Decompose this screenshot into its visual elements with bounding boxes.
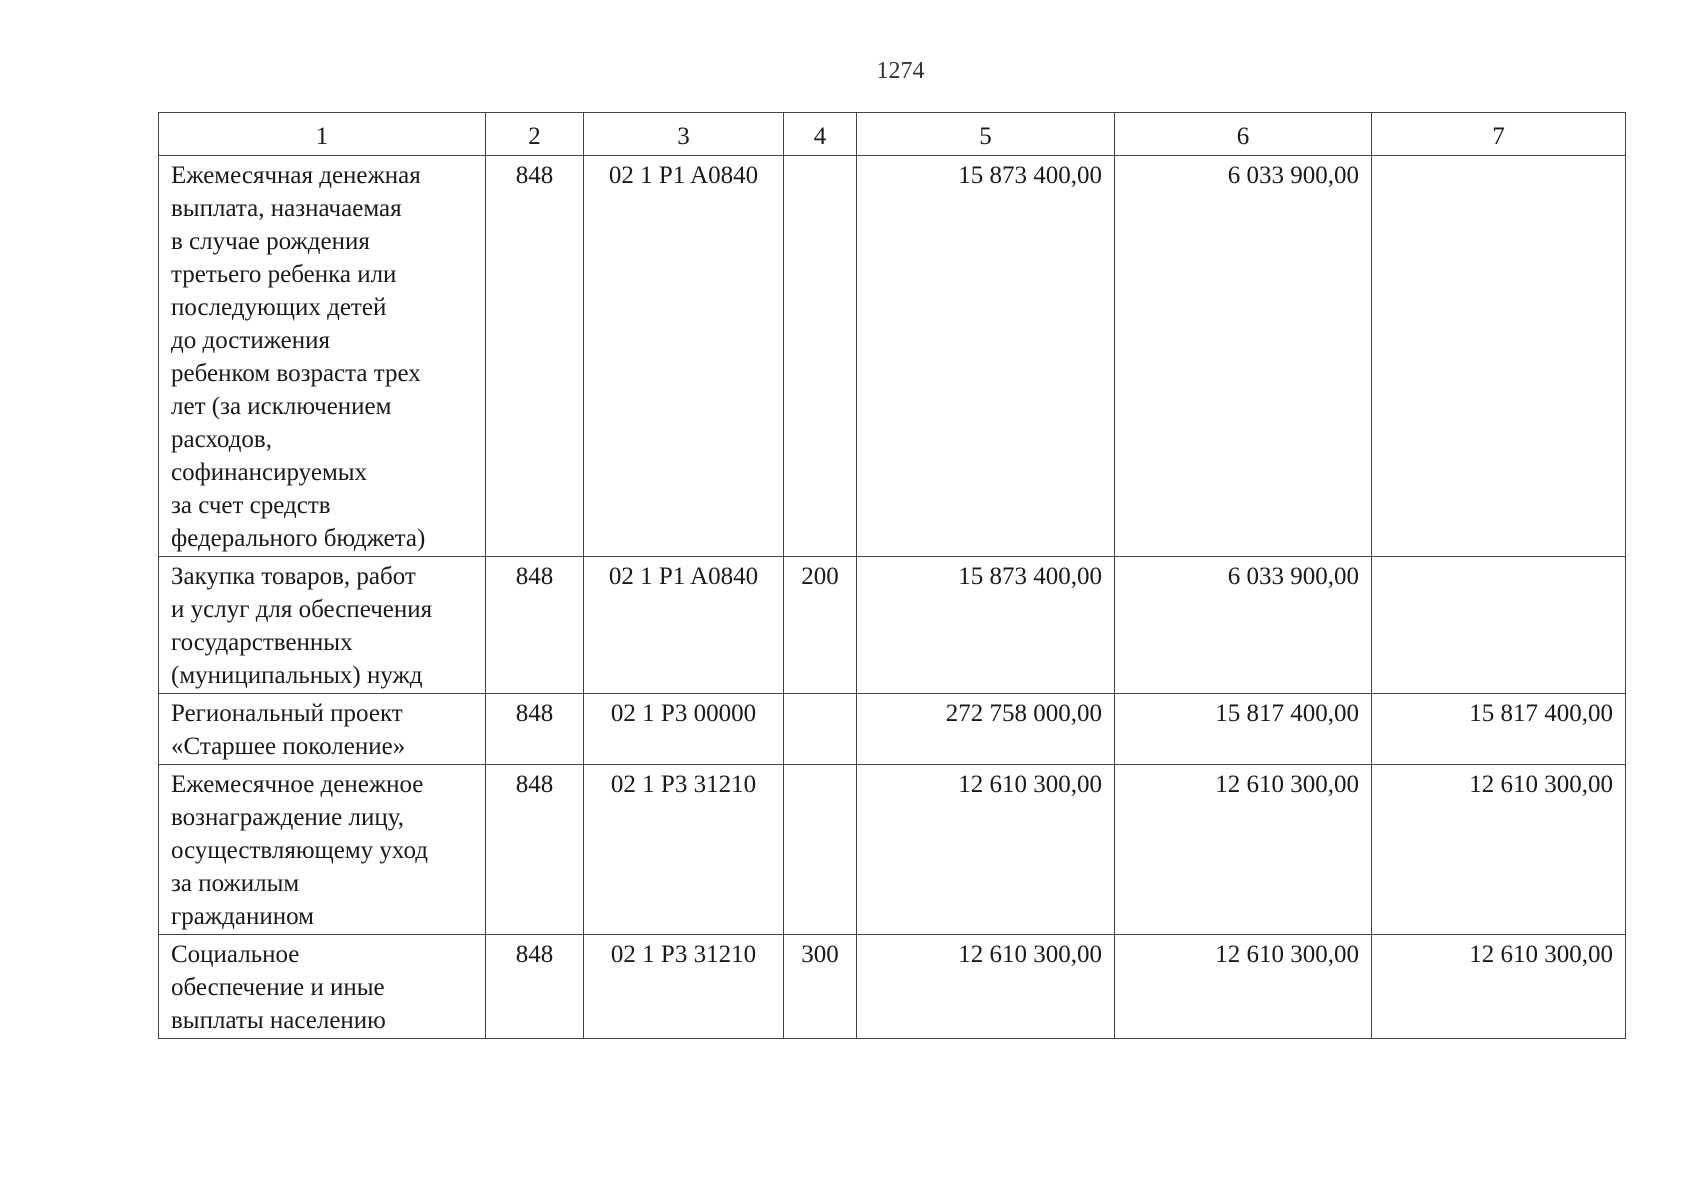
row-name: Закупка товаров, работ и услуг для обеспечения государственных (муниципальных) нужд — [171, 563, 433, 689]
cell-col3: 02 1 P1 A0840 — [584, 557, 784, 694]
cell-col3: 02 1 P3 31210 — [584, 935, 784, 1039]
table-row — [159, 765, 1626, 935]
column-header-1: 1 — [159, 113, 486, 156]
cell-col2: 848 — [486, 765, 584, 935]
cell-col6: 6 033 900,00 — [1115, 156, 1372, 557]
cell-col6: 15 817 400,00 — [1115, 694, 1372, 765]
table-row — [159, 935, 1626, 1039]
cell-col2: 848 — [486, 156, 584, 557]
cell-col6: 6 033 900,00 — [1115, 557, 1372, 694]
cell-col2: 848 — [486, 935, 584, 1039]
cell-col4: 200 — [784, 557, 857, 694]
table-body — [159, 156, 1626, 1039]
cell-col3: 02 1 P1 A0840 — [584, 156, 784, 557]
cell-col5: 15 873 400,00 — [857, 557, 1115, 694]
cell-col3: 02 1 P3 00000 — [584, 694, 784, 765]
table-header — [159, 113, 1626, 156]
cell-col4: 300 — [784, 935, 857, 1039]
cell-col2: 848 — [486, 694, 584, 765]
cell-col4 — [784, 156, 857, 557]
row-name-cell — [159, 557, 486, 694]
cell-col4 — [784, 694, 857, 765]
cell-col7: 15 817 400,00 — [1372, 694, 1626, 765]
cell-col7: 12 610 300,00 — [1372, 935, 1626, 1039]
row-name: Ежемесячная денежная выплата, назначаемая в случае рождения третьего ребенка или последующих детей до достижения ребенком возраста трех лет (за исключением расходов, софинансируемых за счет средств федерального бюджета) — [171, 162, 426, 552]
page-number: 1274 — [876, 58, 925, 84]
column-header-3: 3 — [584, 113, 784, 156]
column-header-2: 2 — [486, 113, 584, 156]
table-row — [159, 156, 1626, 557]
column-header-5: 5 — [857, 113, 1115, 156]
header-row — [159, 113, 1626, 156]
cell-col2: 848 — [486, 557, 584, 694]
cell-col7: 12 610 300,00 — [1372, 765, 1626, 935]
column-header-4: 4 — [784, 113, 857, 156]
row-name-cell — [159, 935, 486, 1039]
cell-col6: 12 610 300,00 — [1115, 935, 1372, 1039]
cell-col5: 272 758 000,00 — [857, 694, 1115, 765]
table-row — [159, 557, 1626, 694]
column-header-7: 7 — [1372, 113, 1626, 156]
row-name: Ежемесячное денежное вознаграждение лицу, осуществляющему уход за пожилым гражданином — [171, 771, 428, 930]
cell-col7 — [1372, 557, 1626, 694]
budget-table — [158, 112, 1626, 1039]
cell-col5: 12 610 300,00 — [857, 765, 1115, 935]
row-name-cell — [159, 156, 486, 557]
table-row — [159, 694, 1626, 765]
cell-col4 — [784, 765, 857, 935]
cell-col6: 12 610 300,00 — [1115, 765, 1372, 935]
cell-col5: 15 873 400,00 — [857, 156, 1115, 557]
cell-col5: 12 610 300,00 — [857, 935, 1115, 1039]
row-name-cell — [159, 765, 486, 935]
column-header-6: 6 — [1115, 113, 1372, 156]
row-name-cell — [159, 694, 486, 765]
row-name: Региональный проект «Старшее поколение» — [171, 700, 406, 760]
cell-col3: 02 1 P3 31210 — [584, 765, 784, 935]
row-name: Социальное обеспечение и иные выплаты населению — [171, 941, 386, 1034]
cell-col7 — [1372, 156, 1626, 557]
